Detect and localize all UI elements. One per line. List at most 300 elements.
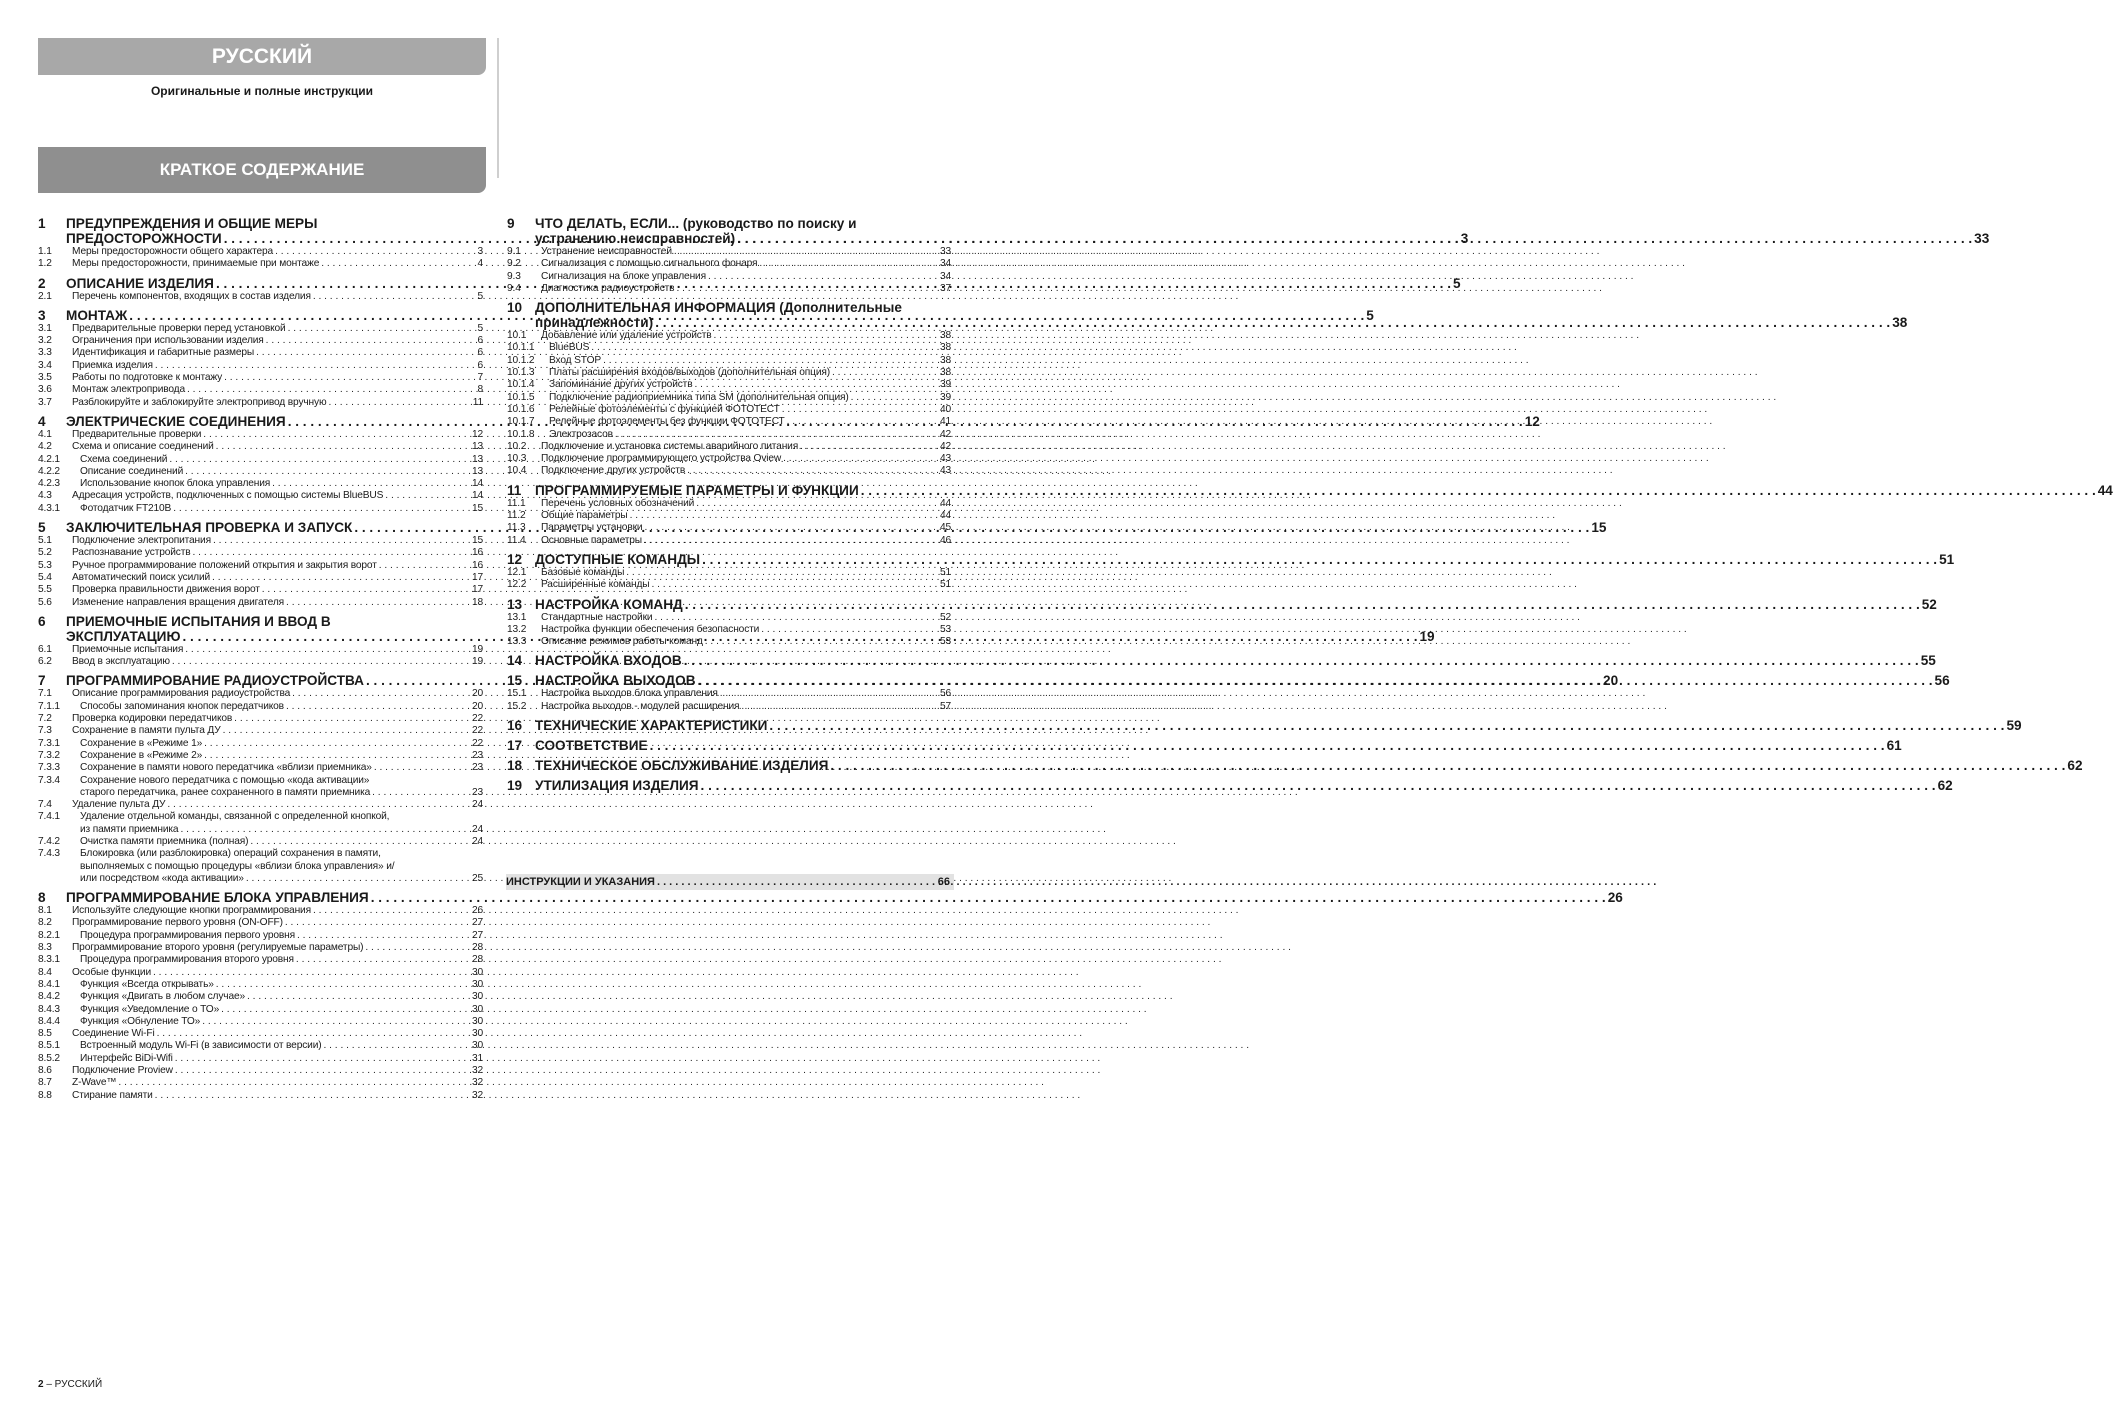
subsection-title: Платы расширения входов/выходов (дополнительная опция) <box>549 367 831 379</box>
subsection-number: 1.2 <box>38 258 52 270</box>
subsection-title: Разблокируйте и заблокируйте электропривод вручную <box>72 396 327 408</box>
dot-leader <box>372 787 470 799</box>
subsection-number: 7.4 <box>38 799 52 811</box>
subsection-title-row <box>549 379 951 391</box>
subsection-title-row <box>72 335 483 347</box>
subsection-entry[interactable] <box>38 1065 483 1077</box>
subsection-body <box>80 848 483 885</box>
subsection-body <box>549 379 951 391</box>
subsection-title-row <box>80 762 483 774</box>
dot-leader <box>644 535 938 547</box>
subsection-title-row <box>80 750 483 762</box>
subsection-entry[interactable] <box>38 360 483 372</box>
section-title-line: УТИЛИЗАЦИЯ ИЗДЕЛИЯ <box>535 778 699 794</box>
section-heading[interactable] <box>507 758 2083 774</box>
subsection-body <box>541 441 951 453</box>
subsection-entry[interactable] <box>507 688 951 700</box>
subsection-number: 6.1 <box>38 643 52 655</box>
subsection-page: 27 <box>471 929 483 941</box>
subsection-entry[interactable] <box>38 917 483 929</box>
dot-leader <box>185 466 470 478</box>
subsection-body <box>72 441 483 453</box>
subsection-title-row <box>80 1053 483 1065</box>
subsection-entry[interactable] <box>507 498 951 510</box>
subsection-number: 8.7 <box>38 1077 52 1089</box>
dot-leader <box>153 967 470 979</box>
subsection-body <box>72 967 483 979</box>
subsection-entry[interactable] <box>38 441 483 453</box>
section-heading[interactable] <box>507 653 1936 669</box>
subsection-entry[interactable] <box>38 429 483 441</box>
subsection-title: Проверка правильности движения ворот <box>72 584 260 596</box>
section-page: 62 <box>2067 758 2083 774</box>
section-title-line: НАСТРОЙКА ВХОДОВ <box>535 653 682 669</box>
dot-leader <box>193 547 470 559</box>
subsection-page: 27 <box>471 917 483 929</box>
subsection-body <box>72 572 483 584</box>
subsection-entry[interactable] <box>38 713 483 725</box>
subsection-entry[interactable] <box>38 323 483 335</box>
subsection-title: или посредством «кода активации» <box>80 872 244 884</box>
subsection-entry[interactable] <box>38 1077 483 1089</box>
section-heading[interactable] <box>38 890 1623 906</box>
subsection-entry[interactable] <box>38 335 483 347</box>
subsection-entry[interactable] <box>507 510 951 522</box>
subsection-title-row <box>72 644 483 656</box>
subsection-entry[interactable] <box>507 579 951 591</box>
subsection-number: 3.7 <box>38 396 52 408</box>
subsection-page: 30 <box>471 1040 483 1052</box>
subsection-entry[interactable] <box>38 572 483 584</box>
section-number: 3 <box>38 307 46 323</box>
subsection-entry[interactable] <box>38 905 483 917</box>
subsection-title: Устранение неисправностей <box>541 246 672 257</box>
subsection-entry[interactable] <box>38 535 483 547</box>
section-page: 33 <box>1974 231 1990 246</box>
subsection-number: 9.1 <box>507 246 521 257</box>
subsection-page: 22 <box>471 713 483 725</box>
section-title-row <box>535 718 2022 733</box>
subsection-entry[interactable] <box>38 454 483 466</box>
subsection-title-row <box>80 787 483 799</box>
subsection-entry[interactable] <box>38 547 483 559</box>
dot-leader <box>687 465 938 477</box>
subsection-number: 10.1 <box>507 330 527 342</box>
subsection-number: 2.1 <box>38 290 52 302</box>
subsection-title-row <box>72 597 483 609</box>
subsection-title-row <box>80 454 483 466</box>
dot-leader <box>185 644 470 656</box>
dot-leader <box>275 246 475 258</box>
subsection-entry[interactable] <box>507 258 951 270</box>
subsection-title: Программирование второго уровня (регулируемые параметры) <box>72 942 364 954</box>
subsection-number: 7.3.4 <box>38 774 60 786</box>
instructions-page: 66 <box>937 876 950 888</box>
section-title-line: МОНТАЖ <box>66 307 128 323</box>
dot-leader <box>615 429 938 441</box>
section-title-line: ЗАКЛЮЧИТЕЛЬНАЯ ПРОВЕРКА И ЗАПУСК <box>66 520 353 536</box>
subsection-body <box>72 384 483 396</box>
section-heading[interactable] <box>507 300 1908 331</box>
subsection-entry[interactable] <box>507 441 951 453</box>
instructions-entry[interactable] <box>506 874 954 890</box>
subsection-entry[interactable] <box>507 636 951 648</box>
subsection-body <box>72 429 483 441</box>
subsection-page: 39 <box>939 379 951 391</box>
dot-leader <box>630 510 938 522</box>
section-title-line: ПРОГРАММИРУЕМЫЕ ПАРАМЕТРЫ И ФУНКЦИИ <box>535 482 859 498</box>
section-title-row <box>535 758 2083 773</box>
subsection-entry[interactable] <box>38 954 483 966</box>
subsection-number: 8.5.2 <box>38 1052 60 1064</box>
subsection-entry[interactable] <box>38 811 483 836</box>
subsection-entry[interactable] <box>38 490 483 502</box>
subsection-entry[interactable] <box>38 979 483 991</box>
subsection-number: 7.3 <box>38 725 52 737</box>
subsection-number: 10.2 <box>507 440 527 452</box>
dot-leader <box>603 355 938 367</box>
subsection-body <box>80 478 483 490</box>
subsection-title-row <box>80 1004 483 1016</box>
subsection-page: 19 <box>471 643 483 655</box>
subsection-body <box>72 917 483 929</box>
subsection-title: Ручное программирование положений открытия и закрытия ворот <box>72 559 377 571</box>
subsection-entry[interactable] <box>38 762 483 774</box>
subsection-page: 30 <box>471 1003 483 1015</box>
subsection-entry[interactable] <box>38 942 483 954</box>
subsection-title-row <box>72 490 483 502</box>
subsection-title-row <box>72 572 483 584</box>
subsection-title: Ввод в эксплуатацию <box>72 656 170 668</box>
subsection-number: 5.2 <box>38 547 52 559</box>
dot-leader <box>676 283 938 295</box>
subsection-page: 11 <box>472 396 483 408</box>
subsection-entry[interactable] <box>507 246 951 258</box>
subsection-entry[interactable] <box>38 656 483 668</box>
subsection-title: Интерфейс BiDi-Wifi <box>80 1052 173 1064</box>
subsection-title-row <box>541 688 951 700</box>
subsection-entry[interactable] <box>38 1040 483 1052</box>
dot-leader <box>286 701 470 713</box>
subsection-entry[interactable] <box>38 1004 483 1016</box>
subsection-title-row <box>541 258 951 270</box>
subsection-entry[interactable] <box>38 1028 483 1040</box>
subsection-body <box>72 799 483 811</box>
section-heading[interactable] <box>507 738 1902 754</box>
subsection-body <box>80 1040 483 1052</box>
subsection-title: Сохранение в памяти пульта ДУ <box>72 725 221 737</box>
subsection-number: 4.3.1 <box>38 502 60 514</box>
subsection-title-row <box>541 453 951 465</box>
subsection-page: 44 <box>939 510 951 522</box>
subsection-entry[interactable] <box>38 503 483 515</box>
section-heading[interactable] <box>507 778 1953 794</box>
subsection-entry[interactable] <box>38 750 483 762</box>
subsection-entry[interactable] <box>38 644 483 656</box>
subsection-entry[interactable] <box>38 372 483 384</box>
subsection-number: 5.6 <box>38 596 52 608</box>
subsection-page: 39 <box>939 391 951 403</box>
subsection-title-row <box>541 283 951 295</box>
subsection-entry[interactable] <box>507 465 951 477</box>
subsection-entry[interactable] <box>38 991 483 1003</box>
subsection-page: 12 <box>471 428 483 440</box>
dot-leader <box>321 258 475 270</box>
subsection-title-row <box>80 824 483 836</box>
subsection-entry[interactable] <box>38 384 483 396</box>
subsection-title: Способы запоминания кнопок передатчиков <box>80 700 284 712</box>
dot-leader <box>761 624 938 636</box>
dot-leader <box>202 1016 470 1028</box>
subsection-title: Вход STOP <box>549 354 602 366</box>
dot-leader <box>787 416 938 428</box>
subsection-entry[interactable] <box>38 930 483 942</box>
subsection-title: BlueBUS <box>549 342 590 354</box>
subsection-page: 51 <box>939 566 951 578</box>
dot-leader <box>684 653 1919 668</box>
subsection-entry[interactable] <box>38 397 483 409</box>
subsection-entry[interactable] <box>38 1053 483 1065</box>
subsection-entry[interactable] <box>507 379 951 391</box>
subsection-page: 17 <box>471 571 483 583</box>
section-page: 20 <box>1603 673 1619 689</box>
dot-leader <box>292 688 470 700</box>
subsection-page: 38 <box>939 354 951 366</box>
subsection-number: 8.3.1 <box>38 954 60 966</box>
subsection-body <box>80 750 483 762</box>
subsection-title-row <box>549 367 951 379</box>
dot-leader <box>246 873 470 885</box>
subsection-page: 13 <box>471 465 483 477</box>
dot-leader <box>175 1053 470 1065</box>
section-heading[interactable] <box>507 596 1937 612</box>
subsection-entry[interactable] <box>38 1090 483 1102</box>
subsection-entry[interactable] <box>507 355 951 367</box>
subsection-body <box>549 404 951 416</box>
dot-leader <box>832 367 938 379</box>
subsection-entry[interactable] <box>507 624 951 636</box>
dot-leader <box>262 584 470 596</box>
subsection-title-line: выполняемых с помощью процедуры «вблизи блока управления» и/ <box>80 860 395 872</box>
subsection-number: 11.3 <box>507 522 526 534</box>
subsection-number: 10.1.1 <box>507 342 535 354</box>
subsection-number: 7.3.2 <box>38 749 60 761</box>
subsection-entry[interactable] <box>507 612 951 624</box>
subsection-title-row <box>80 991 483 1003</box>
subsection-number: 5.4 <box>38 571 52 583</box>
subsection-entry[interactable] <box>38 1016 483 1028</box>
subsection-entry[interactable] <box>38 799 483 811</box>
section-title-line: ЭЛЕКТРИЧЕСКИЕ СОЕДИНЕНИЯ <box>66 413 286 429</box>
subsection-entry[interactable] <box>507 404 951 416</box>
subsection-entry[interactable] <box>38 478 483 490</box>
subsection-body <box>72 1065 483 1077</box>
section-title-line: ТЕХНИЧЕСКИЕ ХАРАКТЕРИСТИКИ <box>535 718 768 734</box>
section-heading[interactable] <box>507 216 1990 246</box>
subsection-body <box>72 258 483 270</box>
subsection-entry[interactable] <box>38 701 483 713</box>
subsection-title-row <box>72 323 483 335</box>
section-title-line: ПРОГРАММИРОВАНИЕ БЛОКА УПРАВЛЕНИЯ <box>66 890 369 906</box>
subsection-number: 13.1 <box>507 611 527 623</box>
subsection-entry[interactable] <box>38 738 483 750</box>
subsection-page: 25 <box>471 872 483 884</box>
dot-leader <box>288 323 476 335</box>
subsection-title: Работы по подготовке к монтажу <box>72 372 223 384</box>
section-title-row <box>535 738 1902 753</box>
subsection-number: 9.3 <box>507 270 521 282</box>
subsection-entry[interactable] <box>507 367 951 379</box>
subsection-page: 23 <box>471 749 483 761</box>
subsection-body <box>549 429 951 441</box>
subsection-title: Монтаж электропривода <box>72 384 185 396</box>
subsection-title: Распознавание устройств <box>72 547 191 559</box>
subsection-title-row <box>72 1028 483 1040</box>
subsection-body <box>72 547 483 559</box>
dot-leader <box>323 1040 469 1052</box>
dot-leader <box>313 905 470 917</box>
subsection-title: Сигнализация с помощью сигнального фонаря <box>541 258 758 270</box>
subsection-title-row <box>72 713 483 725</box>
subsection-entry[interactable] <box>38 291 483 303</box>
subsection-entry[interactable] <box>507 416 951 428</box>
subsection-body <box>80 954 483 966</box>
subsection-entry[interactable] <box>507 453 951 465</box>
subsection-page: 53 <box>939 636 951 648</box>
subsection-title: Базовые команды <box>541 566 625 578</box>
subsection-body <box>80 738 483 750</box>
section-title-line: НАСТРОЙКА ВЫХОДОВ <box>535 673 696 689</box>
subsection-entry[interactable] <box>507 567 951 579</box>
toc-section <box>507 738 1902 754</box>
toc-section <box>507 300 1908 478</box>
subsection-number: 3.4 <box>38 359 52 371</box>
subsection-title-row <box>72 372 483 384</box>
subsection-entry[interactable] <box>507 522 951 534</box>
dot-leader <box>644 522 938 534</box>
section-title-line: СООТВЕТСТВИЕ <box>535 738 648 754</box>
subsection-title: Функция «Всегда открывать» <box>80 978 214 990</box>
subsection-entry[interactable] <box>38 597 483 609</box>
subsection-entry[interactable] <box>38 688 483 700</box>
subsection-body <box>72 335 483 347</box>
section-title-line: НАСТРОЙКА КОМАНД <box>535 596 683 612</box>
subsection-title-row <box>541 465 951 477</box>
subsection-number: 8.4.1 <box>38 978 60 990</box>
subsection-number: 8.4.2 <box>38 991 60 1003</box>
dot-leader <box>379 560 470 572</box>
subsection-page: 4 <box>477 258 483 270</box>
subsection-body <box>72 725 483 737</box>
subsection-title: Стандартные настройки <box>541 611 653 623</box>
subsection-entry[interactable] <box>38 836 483 848</box>
section-heading[interactable] <box>507 718 2022 734</box>
section-page: 5 <box>1366 307 1374 323</box>
subsection-page: 24 <box>471 823 483 835</box>
dot-leader <box>172 656 470 668</box>
subsection-page: 23 <box>471 786 483 798</box>
dot-leader <box>187 384 475 396</box>
dot-leader <box>800 441 938 453</box>
subsection-entry[interactable] <box>38 347 483 359</box>
subsection-number: 5.1 <box>38 535 52 547</box>
subsection-body <box>80 1053 483 1065</box>
subsection-page: 34 <box>939 270 951 282</box>
subsection-title-row <box>72 799 483 811</box>
subsection-body <box>72 397 483 409</box>
subsection-title: Очистка памяти приемника (полная) <box>80 835 249 847</box>
subsection-page: 28 <box>471 954 483 966</box>
subsection-title: Подключение Proview <box>72 1065 173 1077</box>
subsection-entry[interactable] <box>38 246 483 258</box>
subsection-entry[interactable] <box>38 584 483 596</box>
subsection-title-row <box>80 738 483 750</box>
subsection-title: Соединение Wi-Fi <box>72 1028 155 1040</box>
subsection-title-row <box>541 330 951 342</box>
subsection-entry[interactable] <box>507 330 951 342</box>
subsection-entry[interactable] <box>507 701 951 713</box>
section-heading[interactable] <box>507 551 1955 567</box>
section-number: 15 <box>507 673 523 689</box>
subsection-entry[interactable] <box>507 535 951 547</box>
subsection-number: 10.1.3 <box>507 367 535 379</box>
subsection-entry[interactable] <box>38 775 483 800</box>
subsection-entry[interactable] <box>38 258 483 270</box>
subsection-body <box>541 579 951 591</box>
subsection-title: Процедура программирования первого уровня <box>80 929 295 941</box>
subsection-body <box>72 323 483 335</box>
subsection-entry[interactable] <box>507 392 951 404</box>
subsection-number: 3.3 <box>38 347 52 359</box>
subsection-page: 5 <box>477 290 483 302</box>
subsection-number: 10.1.4 <box>507 379 535 391</box>
subsection-title: Идентификация и габаритные размеры <box>72 347 255 359</box>
subsection-entry[interactable] <box>38 725 483 737</box>
subsection-entry[interactable] <box>507 429 951 441</box>
subsection-entry[interactable] <box>507 271 951 283</box>
subsection-entry[interactable] <box>38 560 483 572</box>
section-heading[interactable] <box>507 482 2113 498</box>
dot-leader <box>234 713 470 725</box>
dot-leader <box>250 836 470 848</box>
subsection-entry[interactable] <box>38 848 483 885</box>
dot-leader <box>651 579 938 591</box>
subsection-title-row <box>80 1040 483 1052</box>
subsection-page: 14 <box>471 490 483 502</box>
subsection-title-row <box>72 547 483 559</box>
dot-leader <box>212 572 470 584</box>
subsection-title-row <box>541 522 951 534</box>
subsection-title-row <box>541 510 951 522</box>
dot-leader <box>223 725 470 737</box>
subsection-entry[interactable] <box>38 967 483 979</box>
section-page: 51 <box>1939 551 1955 567</box>
subsection-entry[interactable] <box>507 283 951 295</box>
dot-leader <box>203 429 470 441</box>
subsection-number: 5.5 <box>38 584 52 596</box>
subsection-body <box>549 355 951 367</box>
dot-leader <box>654 612 938 624</box>
subsection-number: 3.1 <box>38 322 52 334</box>
section-number: 16 <box>507 718 523 734</box>
subsection-page: 5 <box>477 322 483 334</box>
subsection-entry[interactable] <box>507 342 951 354</box>
subsection-entry[interactable] <box>38 466 483 478</box>
subsection-number: 3.6 <box>38 384 52 396</box>
subsection-title-row <box>541 498 951 510</box>
subsection-title-row <box>72 291 483 303</box>
section-number: 9 <box>507 216 515 231</box>
